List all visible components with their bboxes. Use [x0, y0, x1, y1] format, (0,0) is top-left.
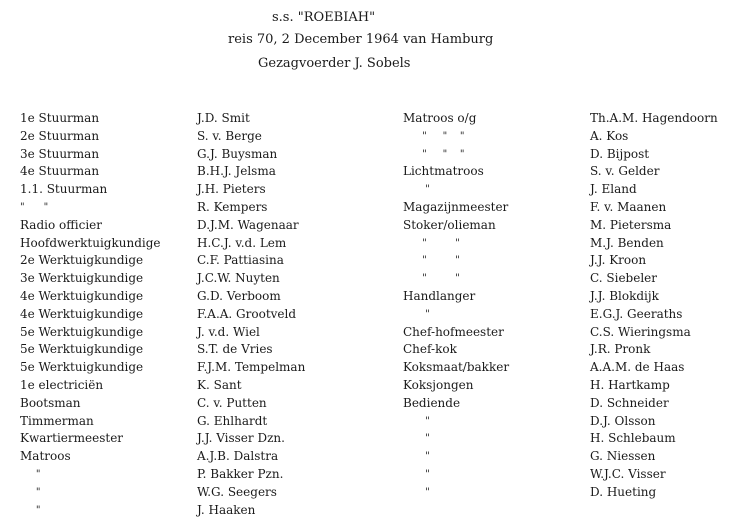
- crew-name: J.C.W. Nuyten: [197, 271, 280, 286]
- crew-name: C. Siebeler: [590, 271, 658, 286]
- crew-name: G.D. Verboom: [197, 288, 281, 303]
- crew-name: S. v. Berge: [197, 128, 262, 143]
- crew-role: 5e Werktuigkundige: [20, 324, 144, 339]
- crew-role: Lichtmatroos: [403, 164, 484, 179]
- crew-name: C. v. Putten: [197, 395, 267, 410]
- crew-role: Koksjongen: [403, 377, 474, 392]
- crew-name: K. Sant: [197, 377, 242, 392]
- crew-role: " ": [403, 237, 460, 249]
- crew-name: J. Haaken: [197, 502, 256, 517]
- crew-name: F. v. Maanen: [590, 199, 667, 214]
- crew-role: ": [403, 486, 430, 498]
- crew-name: C.F. Pattiasina: [197, 253, 284, 268]
- crew-role: 5e Werktuigkundige: [20, 360, 144, 375]
- crew-role: Matroos o/g: [403, 111, 477, 125]
- crew-name: E.G.J. Geeraths: [590, 306, 683, 321]
- crew-name: D.J.M. Wagenaar: [197, 217, 299, 232]
- crew-role: ": [403, 308, 430, 320]
- crew-role: 2e Werktuigkundige: [20, 253, 144, 268]
- crew-name: D.J. Olsson: [590, 413, 656, 428]
- crew-role: " " ": [403, 148, 465, 160]
- crew-role: Kwartiermeester: [20, 431, 124, 446]
- crew-role: 4e Werktuigkundige: [20, 288, 144, 303]
- crew-role: 2e Stuurman: [20, 128, 100, 143]
- crew-name: J.J. Blokdijk: [590, 288, 659, 303]
- crew-role: " ": [403, 255, 460, 267]
- crew-role: ": [403, 433, 430, 445]
- crew-role: " ": [20, 201, 49, 213]
- crew-name: J.J. Kroon: [590, 253, 647, 268]
- crew-role: ": [20, 468, 41, 480]
- crew-name: D. Schneider: [590, 395, 669, 410]
- crew-role: 3e Werktuigkundige: [20, 271, 144, 286]
- right-roles-column: [403, 110, 509, 502]
- crew-role: Koksmaat/bakker: [403, 360, 510, 375]
- crew-name: A. Kos: [590, 128, 629, 143]
- crew-name: J.J. Visser Dzn.: [197, 431, 285, 446]
- crew-name: R. Kempers: [197, 199, 268, 214]
- crew-name: S.T. de Vries: [197, 342, 273, 357]
- crew-name: M. Pietersma: [590, 217, 672, 232]
- crew-role: 1.1. Stuurman: [20, 182, 108, 197]
- crew-name: J.D. Smit: [197, 111, 250, 125]
- crew-name: G.J. Buysman: [197, 146, 278, 161]
- crew-role: " " ": [403, 130, 465, 142]
- crew-name: C.S. Wieringsma: [590, 324, 691, 339]
- crew-role: ": [403, 451, 430, 463]
- crew-name: W.G. Seegers: [197, 484, 277, 499]
- crew-name: G. Niessen: [590, 449, 656, 464]
- crew-name: G. Ehlhardt: [197, 413, 268, 428]
- crew-role: Matroos: [20, 449, 71, 464]
- left-roles-column: [20, 110, 161, 519]
- crew-role: ": [20, 486, 41, 498]
- crew-role: Radio officier: [20, 217, 103, 232]
- crew-role: Chef-kok: [403, 342, 457, 357]
- right-names-column: [590, 110, 718, 502]
- crew-name: D. Hueting: [590, 484, 657, 499]
- crew-role: Chef-hofmeester: [403, 324, 504, 339]
- crew-name: B.H.J. Jelsma: [197, 164, 276, 179]
- crew-role: Hoofdwerktuigkundige: [20, 235, 161, 250]
- crew-name: A.A.M. de Haas: [590, 360, 685, 375]
- captain-line: Gezagvoerder J. Sobels: [258, 56, 411, 71]
- crew-name: J.R. Pronk: [590, 342, 651, 357]
- crew-role: ": [403, 468, 430, 480]
- crew-role: ": [403, 184, 430, 196]
- crew-name: D. Bijpost: [590, 146, 650, 161]
- crew-name: J.H. Pieters: [197, 182, 266, 197]
- crew-role: 1e electriciën: [20, 377, 104, 392]
- crew-name: F.J.M. Tempelman: [197, 360, 306, 375]
- crew-name: M.J. Benden: [590, 235, 664, 250]
- crew-role: 4e Stuurman: [20, 164, 100, 179]
- crew-name: A.J.B. Dalstra: [197, 449, 279, 464]
- crew-name: H.C.J. v.d. Lem: [197, 235, 287, 250]
- crew-name: P. Bakker Pzn.: [197, 466, 284, 481]
- voyage-line: reis 70, 2 December 1964 van Hamburg: [228, 32, 494, 47]
- crew-role: 1e Stuurman: [20, 111, 100, 125]
- crew-role: 4e Werktuigkundige: [20, 306, 144, 321]
- crew-name: H. Hartkamp: [590, 377, 670, 392]
- left-names-column: [197, 110, 305, 519]
- crew-role: Bediende: [403, 395, 461, 410]
- crew-role: 3e Stuurman: [20, 146, 100, 161]
- crew-name: H. Schlebaum: [590, 431, 676, 446]
- crew-role: " ": [403, 273, 460, 285]
- crew-role: ": [403, 415, 430, 427]
- crew-role: Stoker/olieman: [403, 217, 496, 232]
- crew-name: J. Eland: [590, 182, 637, 197]
- crew-name: J. v.d. Wiel: [197, 324, 260, 339]
- crew-name: W.J.C. Visser: [590, 466, 666, 481]
- ship-name: s.s. "ROEBIAH": [272, 10, 376, 25]
- crew-role: Timmerman: [20, 413, 94, 428]
- crew-role: Bootsman: [20, 395, 81, 410]
- crew-role: 5e Werktuigkundige: [20, 342, 144, 357]
- crew-name: Th.A.M. Hagendoorn: [590, 111, 718, 125]
- crew-role: Handlanger: [403, 288, 476, 303]
- crew-name: F.A.A. Grootveld: [197, 306, 297, 321]
- crew-role: Magazijnmeester: [403, 199, 509, 214]
- crew-name: S. v. Gelder: [590, 164, 660, 179]
- crew-role: ": [20, 504, 41, 516]
